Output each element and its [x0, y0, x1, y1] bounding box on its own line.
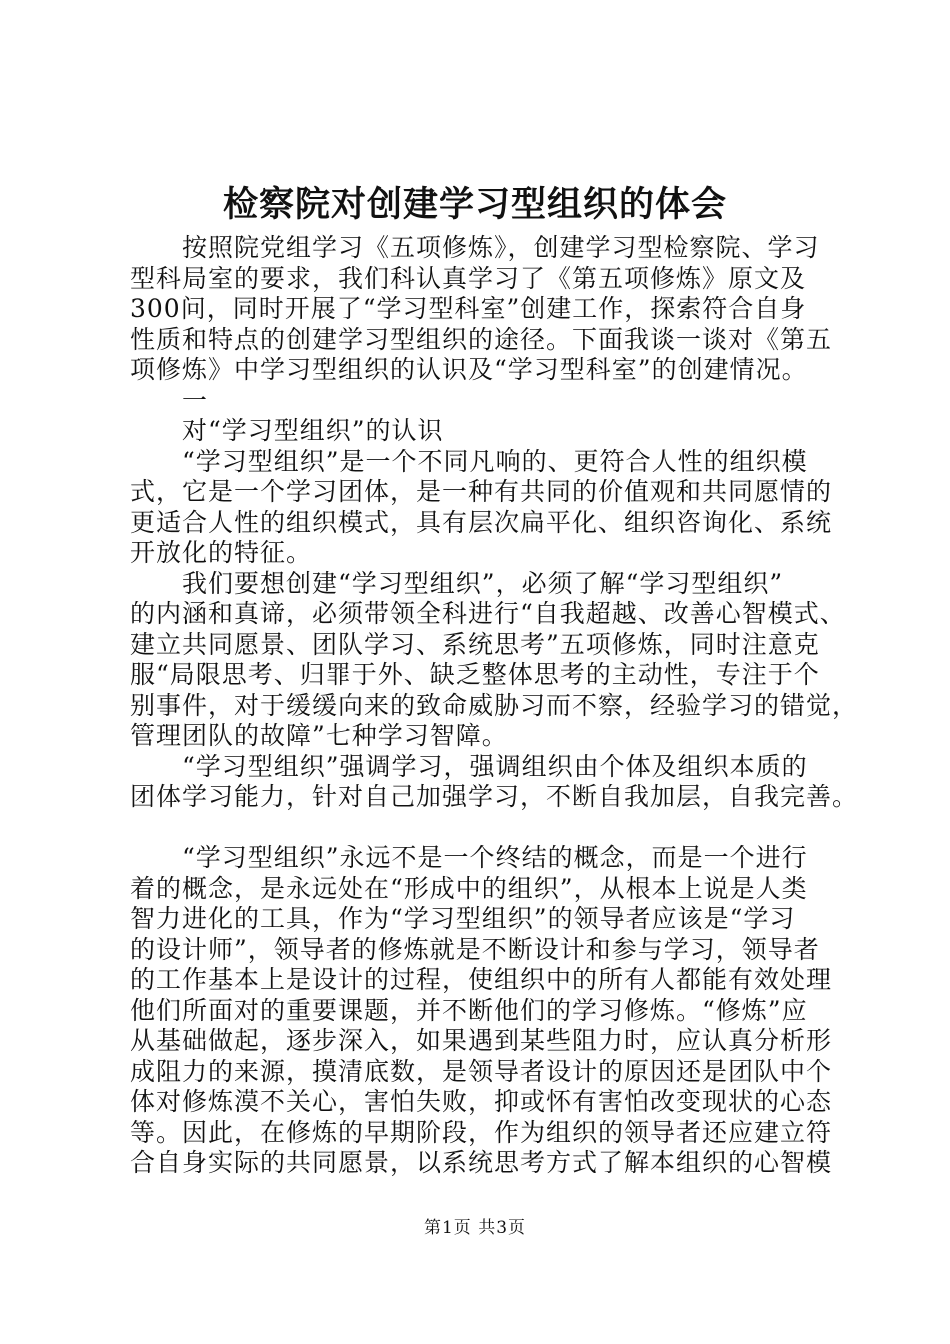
body-text-line: 开放化的特征。: [130, 538, 313, 567]
body-text-line: 的设计师”，领导者的修炼就是不断设计和参与学习，领导者: [130, 934, 820, 964]
body-text-line: 更适合人性的组织模式，具有层次扁平化、组织咨询化、系统: [130, 507, 833, 537]
body-text-line: 建立共同愿景、团队学习、系统思考”五项修炼，同时注意克: [130, 629, 820, 659]
body-text-line: 式，它是一个学习团体，是一种有共同的价值观和共同愿情的: [130, 477, 833, 506]
document-body: [130, 233, 859, 1179]
body-text-line: 按照院党组学习《五项修炼》，创建学习型检察院、学习: [182, 233, 820, 262]
body-text-line: “学习型组织”永远不是一个终结的概念，而是一个进行: [182, 843, 808, 872]
body-text-line: 的内涵和真谛，必须带领全科进行“自我超越、改善心智模式、: [130, 599, 846, 628]
body-text-line: 等。因此，在修炼的早期阶段，作为组织的领导者还应建立符: [130, 1117, 833, 1147]
body-text-line: 对“学习型组织”的认识: [182, 416, 444, 445]
body-text-line: 体对修炼漠不关心，害怕失败，抑或怀有害怕改变现状的心态: [130, 1087, 833, 1116]
page-number-footer: 第1页 共3页: [423, 1218, 527, 1238]
body-text-line: 项修炼》中学习型组织的认识及“学习型科室”的创建情况。: [130, 355, 808, 384]
body-text-line: 合自身实际的共同愿景，以系统思考方式了解本组织的心智模: [130, 1148, 833, 1177]
body-text-line: 团体学习能力，针对自己加强学习，不断自我加层，自我完善。: [130, 782, 859, 811]
body-text-line: “学习型组织”强调学习，强调组织由个体及组织本质的: [182, 751, 808, 781]
document-title: 检察院对创建学习型组织的体会: [222, 184, 727, 225]
body-text-line: 型科局室的要求，我们科认真学习了《第五项修炼》原文及: [130, 263, 807, 293]
body-text-line: 服“局限思考、归罪于外、缺乏整体思考的主动性，专注于个: [130, 660, 820, 689]
body-text-line: 从基础做起，逐步深入，如果遇到某些阻力时，应认真分析形: [130, 1026, 833, 1055]
body-text-line: 成阻力的来源，摸清底数，是领导者设计的原因还是团队中个: [130, 1056, 833, 1086]
body-text-line: 智力进化的工具，作为“学习型组织”的领导者应该是“学习: [130, 904, 796, 933]
blank-line: [130, 813, 832, 844]
body-text-line: 性质和特点的创建学习型组织的途径。下面我谈一谈对《第五: [130, 324, 833, 354]
body-text-line: 300问，同时开展了“学习型科室”创建工作，探索符合自身: [130, 294, 807, 323]
body-text-line: 别事件，对于缓缓向来的致命威胁习而不察，经验学习的错觉，: [130, 690, 859, 720]
body-text-line: 管理团队的故障”七种学习智障。: [130, 721, 508, 750]
body-text-line: 我们要想创建“学习型组织”，必须了解“学习型组织”: [182, 568, 784, 598]
body-text-line: 一: [182, 385, 209, 415]
body-text-line: “学习型组织”是一个不同凡响的、更符合人性的组织模: [182, 446, 808, 476]
body-text-line: 的工作基本上是设计的过程，使组织中的所有人都能有效处理: [130, 965, 833, 994]
body-text-line: 他们所面对的重要课题，并不断他们的学习修炼。“修炼”应: [130, 995, 808, 1025]
body-text-line: 着的概念，是永远处在“形成中的组织”，从根本上说是人类: [130, 873, 808, 903]
